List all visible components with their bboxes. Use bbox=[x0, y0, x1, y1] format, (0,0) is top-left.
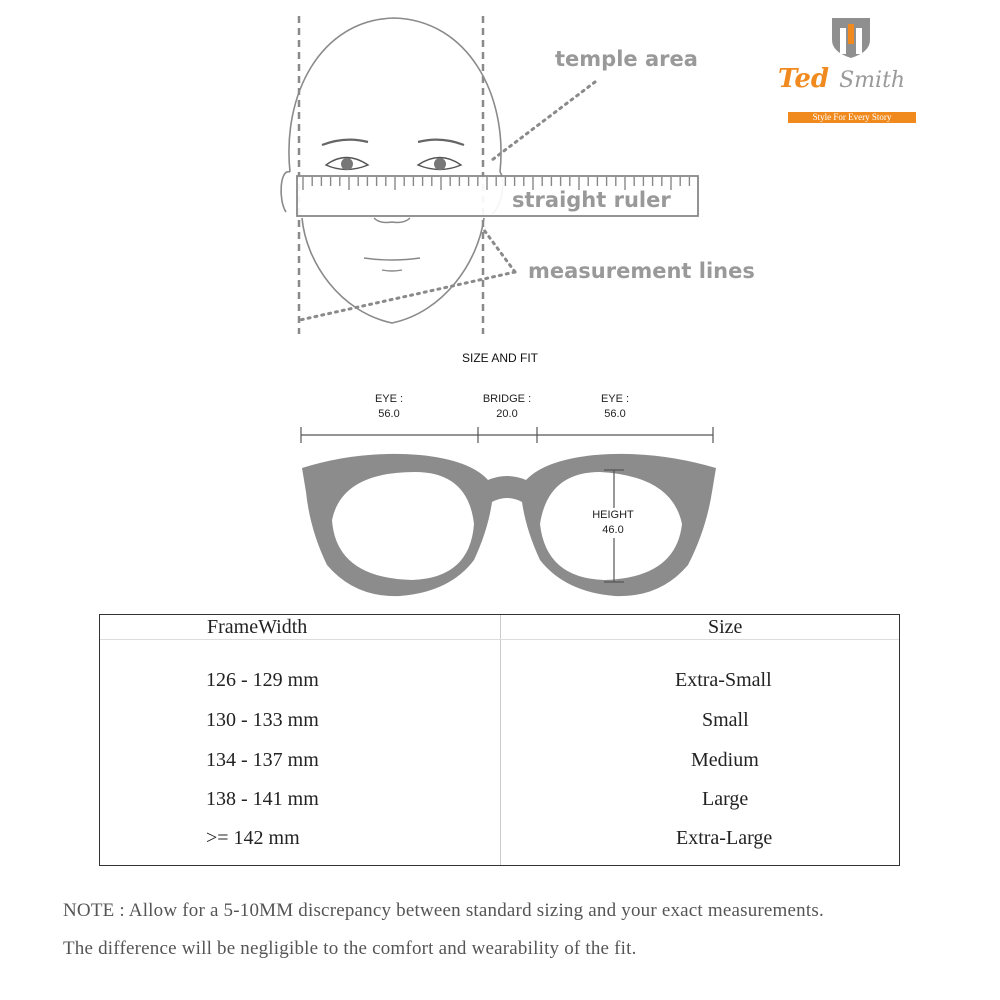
height-label: HEIGHT bbox=[592, 509, 634, 521]
table-row-1-size: Small bbox=[702, 709, 749, 731]
header-framewidth: FrameWidth bbox=[207, 616, 308, 638]
eyes bbox=[326, 158, 461, 171]
table-row-3-size: Large bbox=[702, 788, 749, 810]
table-row-3-width: 138 - 141 mm bbox=[206, 788, 319, 810]
eye-right-value: 56.0 bbox=[604, 408, 626, 420]
brand-shield-icon bbox=[828, 14, 874, 60]
brand-logo-text bbox=[778, 64, 905, 94]
table-row-0-width: 126 - 129 mm bbox=[206, 669, 319, 691]
eye-right-measure bbox=[575, 392, 655, 422]
glasses-frame bbox=[302, 454, 716, 596]
note-line-1: NOTE : Allow for a 5-10MM discrepancy between standard sizing and your exact measurements. bbox=[63, 900, 824, 921]
eyebrows bbox=[322, 140, 464, 145]
header-size: Size bbox=[708, 616, 743, 638]
table-row-0-size: Extra-Small bbox=[675, 669, 772, 691]
eye-right-label: EYE : bbox=[600, 393, 630, 405]
table-column-divider bbox=[500, 615, 501, 865]
table-row-2-width: 134 - 137 mm bbox=[206, 749, 319, 771]
eye-left-label: EYE : bbox=[374, 393, 404, 405]
table-row-2-size: Medium bbox=[691, 749, 759, 771]
table-row-4-size: Extra-Large bbox=[676, 827, 773, 849]
brand-name-part1: Ted bbox=[778, 64, 830, 94]
size-and-fit-title: SIZE AND FIT bbox=[461, 351, 538, 365]
note-line-2: The difference will be negligible to the comfort and wearability of the fit. bbox=[63, 938, 637, 959]
brand-name-part2: Smith bbox=[839, 68, 906, 93]
temple-area-label: temple area bbox=[555, 47, 698, 71]
straight-ruler-label: straight ruler bbox=[512, 188, 671, 212]
size-table bbox=[99, 614, 900, 866]
table-row-1-width: 130 - 133 mm bbox=[206, 709, 319, 731]
bridge-measure bbox=[467, 392, 547, 422]
brand-tagline: Style For Every Story bbox=[788, 112, 916, 123]
table-row-4-width: >= 142 mm bbox=[206, 827, 300, 849]
height-measure bbox=[573, 508, 653, 538]
head-outline bbox=[281, 18, 503, 323]
width-dimension-line bbox=[301, 427, 713, 443]
eye-left-measure bbox=[349, 392, 429, 422]
measurement-lines-label: measurement lines bbox=[528, 259, 755, 283]
bridge-label: BRIDGE : bbox=[482, 393, 532, 405]
table-header-divider bbox=[100, 639, 899, 640]
nose-mouth bbox=[364, 218, 420, 271]
bridge-value: 20.0 bbox=[496, 408, 518, 420]
eye-left-value: 56.0 bbox=[378, 408, 400, 420]
glasses-diagram bbox=[0, 420, 1000, 610]
vertical-measurement-lines bbox=[299, 16, 483, 334]
height-value: 46.0 bbox=[602, 524, 624, 536]
